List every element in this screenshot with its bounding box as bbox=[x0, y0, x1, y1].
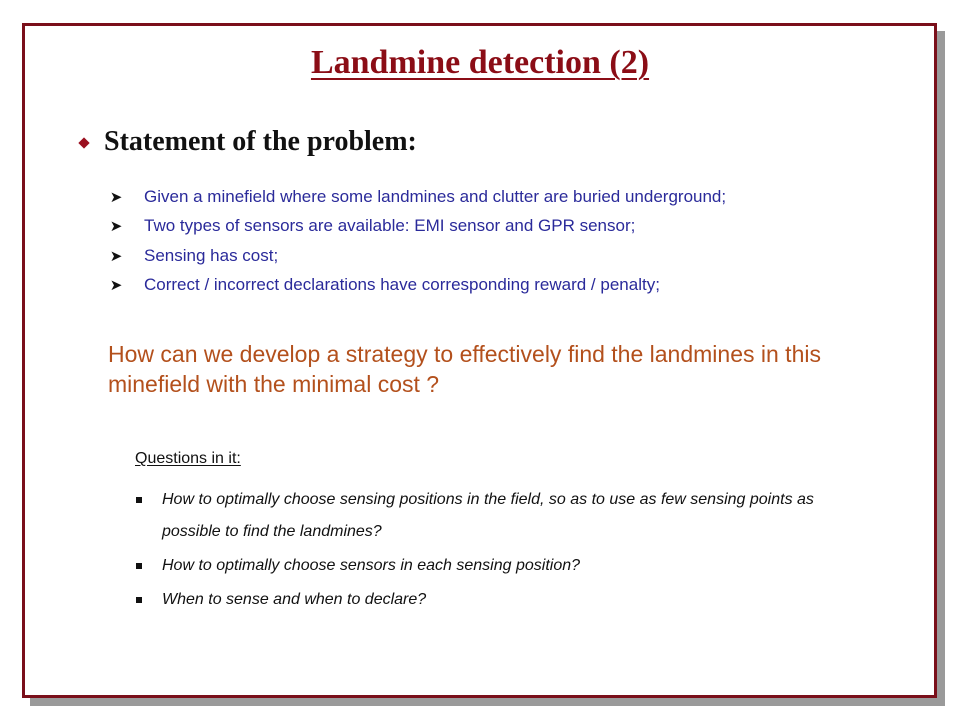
arrow-bullet-icon: ➤ bbox=[109, 217, 123, 236]
list-item bbox=[133, 584, 873, 616]
question-text: How to optimally choose sensing positions in the field, so as to use as few sensing points as possible to find the landmines? bbox=[162, 491, 814, 540]
problem-bullet-list bbox=[106, 182, 726, 300]
question-text: How to optimally choose sensors in each sensing position? bbox=[162, 557, 581, 574]
question-text: When to sense and when to declare? bbox=[162, 591, 427, 608]
square-bullet-icon bbox=[136, 597, 142, 603]
square-bullet-icon bbox=[136, 563, 142, 569]
list-item bbox=[106, 182, 726, 212]
list-item bbox=[106, 241, 726, 271]
key-question: How can we develop a strategy to effectively find the landmines in this minefield with the minimal cost ? bbox=[108, 341, 821, 397]
bullet-text: Two types of sensors are available: EMI sensor and GPR sensor; bbox=[144, 216, 636, 236]
list-item bbox=[106, 271, 726, 301]
arrow-bullet-icon: ➤ bbox=[109, 276, 123, 295]
list-item bbox=[133, 484, 873, 548]
section-heading: Statement of the problem: bbox=[104, 126, 417, 157]
arrow-bullet-icon: ➤ bbox=[109, 187, 123, 206]
slide-title: Landmine detection (2) bbox=[310, 44, 650, 81]
list-item bbox=[106, 212, 726, 242]
bullet-text: Correct / incorrect declarations have corresponding reward / penalty; bbox=[144, 275, 660, 295]
diamond-bullet-icon bbox=[78, 137, 89, 148]
bullet-text: Given a minefield where some landmines and clutter are buried underground; bbox=[144, 186, 727, 206]
arrow-bullet-icon: ➤ bbox=[109, 246, 123, 265]
heading-row bbox=[80, 126, 417, 158]
questions-list bbox=[133, 484, 873, 618]
questions-label: Questions in it: bbox=[135, 450, 241, 467]
list-item bbox=[133, 550, 873, 582]
bullet-text: Sensing has cost; bbox=[144, 245, 279, 265]
square-bullet-icon bbox=[136, 497, 142, 503]
